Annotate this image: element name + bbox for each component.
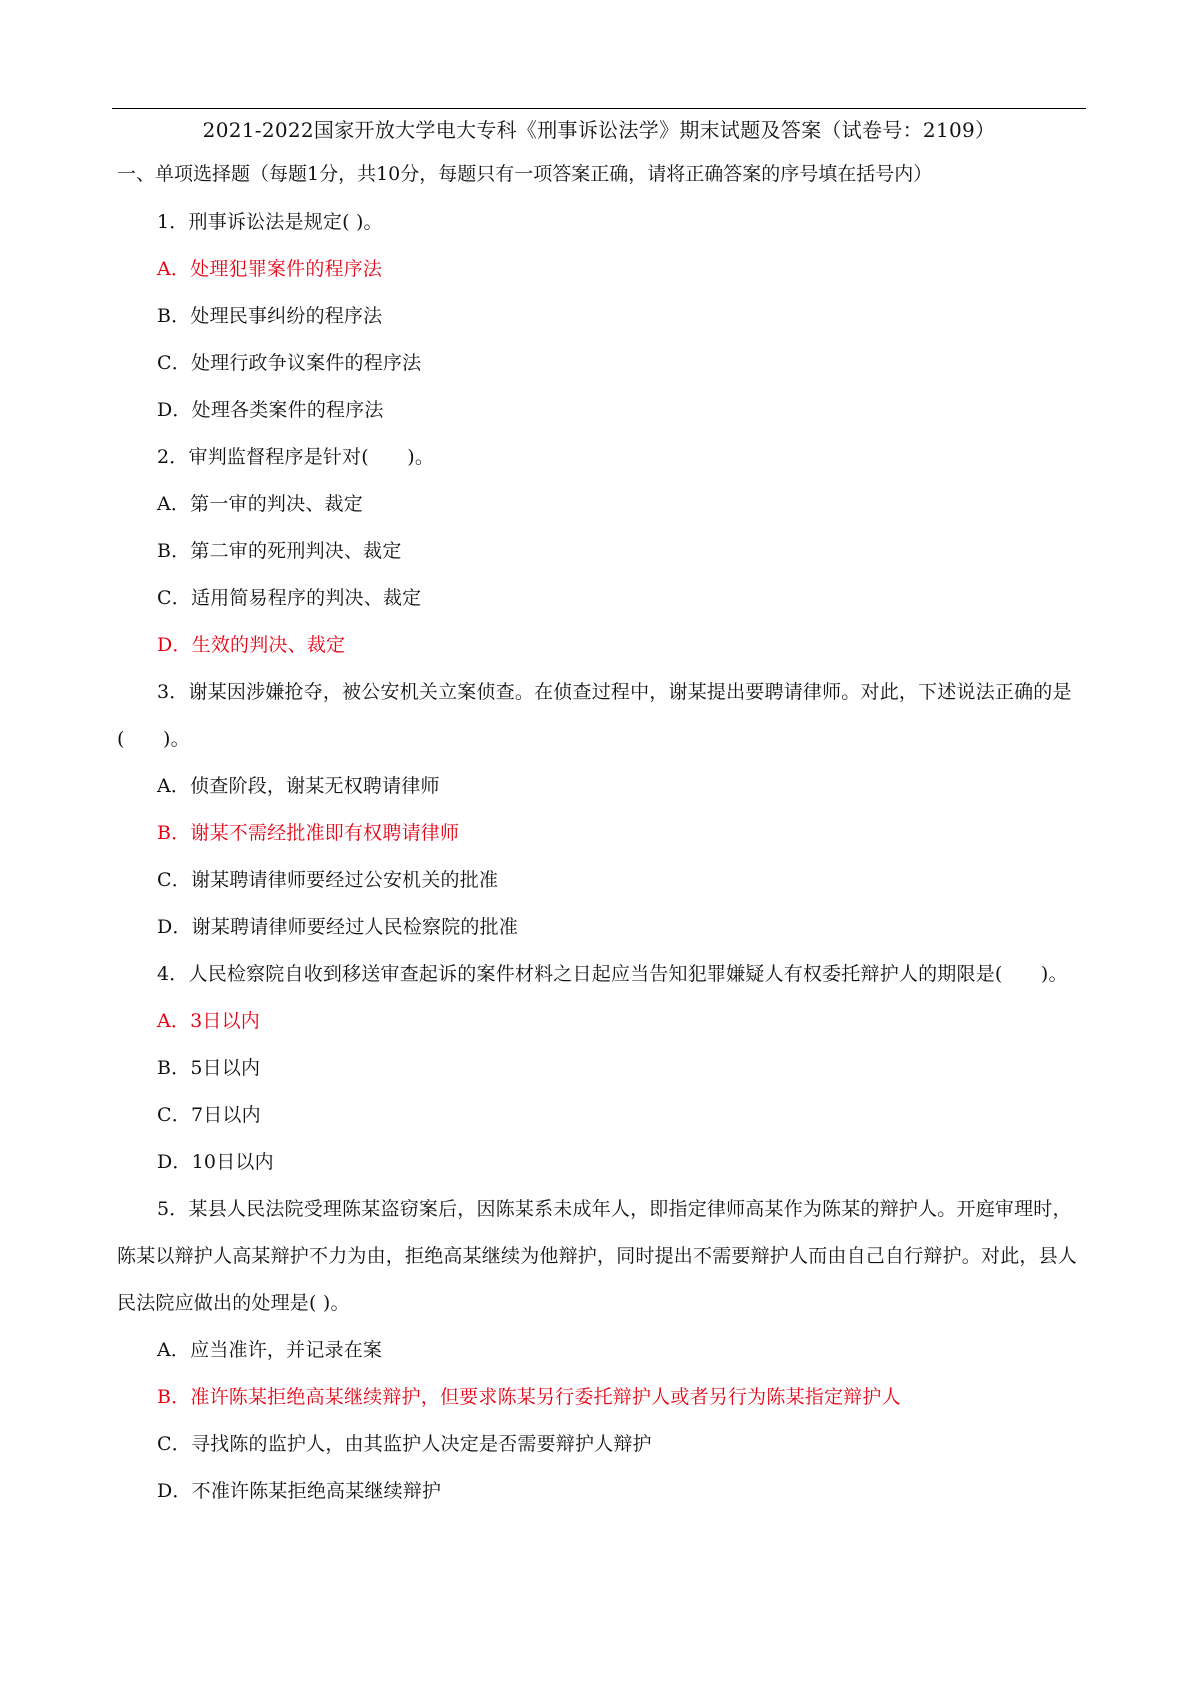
question-3-stem: 3．谢某因涉嫌抢夺，被公安机关立案侦查。在侦查过程中，谢某提出要聘请律师。对此，下述说法正确的是( )。 (117, 681, 1072, 750)
question-2-option-c: C．适用简易程序的判决、裁定 (157, 587, 422, 609)
question-4-option-a: A．3日以内 (157, 1010, 261, 1032)
question-3-option-d: D．谢某聘请律师要经过人民检察院的批准 (157, 916, 519, 938)
question-4-option-c: C．7日以内 (157, 1104, 261, 1126)
question-5-option-c: C．寻找陈的监护人，由其监护人决定是否需要辩护人辩护 (157, 1433, 652, 1455)
question-1-option-d: D．处理各类案件的程序法 (157, 399, 384, 421)
header-rule (112, 108, 1086, 109)
question-5-option-a: A．应当准许，并记录在案 (157, 1339, 383, 1361)
question-4-option-b: B．5日以内 (157, 1057, 261, 1079)
section-heading: 一、单项选择题（每题1分，共10分，每题只有一项答案正确，请将正确答案的序号填在括号内） (117, 163, 933, 185)
question-2-option-d: D．生效的判决、裁定 (157, 634, 346, 656)
question-3-option-b: B．谢某不需经批准即有权聘请律师 (157, 822, 460, 844)
question-2-stem: 2．审判监督程序是针对( )。 (157, 446, 435, 468)
question-3-option-a: A．侦查阶段，谢某无权聘请律师 (157, 775, 440, 797)
question-list (117, 199, 1086, 1515)
document-title: 2021-2022国家开放大学电大专科《刑事诉讼法学》期末试题及答案（试卷号：2109） (202, 118, 996, 142)
question-5-stem: 5．某县人民法院受理陈某盗窃案后，因陈某系未成年人，即指定律师高某作为陈某的辩护人。开庭审理时，陈某以辩护人高某辩护不力为由，拒绝高某继续为他辩护，同时提出不需要辩护人而由自己自行辩护。对此，县人民法院应做出的处理是( )。 (117, 1198, 1078, 1314)
question-3-option-c: C．谢某聘请律师要经过公安机关的批准 (157, 869, 499, 891)
question-1-option-b: B．处理民事纠纷的程序法 (157, 305, 383, 327)
question-5-option-b: B．准许陈某拒绝高某继续辩护，但要求陈某另行委托辩护人或者另行为陈某指定辩护人 (157, 1386, 901, 1408)
question-4-option-d: D．10日以内 (157, 1151, 274, 1173)
question-1-option-c: C．处理行政争议案件的程序法 (157, 352, 422, 374)
question-1-stem: 1．刑事诉讼法是规定( )。 (157, 211, 383, 233)
question-4-stem: 4．人民检察院自收到移送审查起诉的案件材料之日起应当告知犯罪嫌疑人有权委托辩护人的期限是( )。 (157, 963, 1068, 985)
question-5-option-d: D．不准许陈某拒绝高某继续辩护 (157, 1480, 442, 1502)
question-1-option-a: A．处理犯罪案件的程序法 (157, 258, 383, 280)
question-2-option-b: B．第二审的死刑判决、裁定 (157, 540, 402, 562)
question-2-option-a: A．第一审的判决、裁定 (157, 493, 363, 515)
